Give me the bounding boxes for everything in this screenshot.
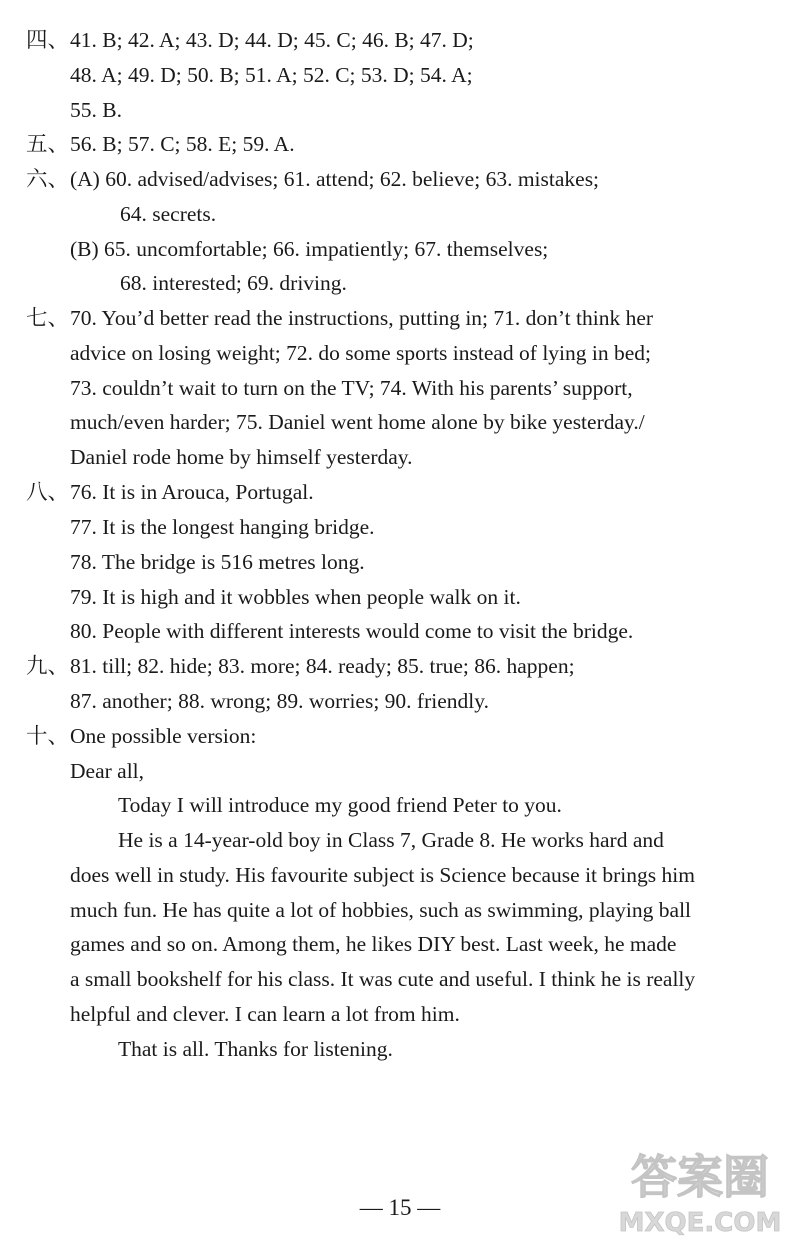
essay-greeting: Dear all, bbox=[70, 759, 145, 783]
answer-line: 79. It is high and it wobbles when people walk on it. bbox=[70, 585, 521, 609]
answer-line: 80. People with different interests would come to visit the bridge. bbox=[70, 619, 634, 643]
essay-line: does well in study. His favourite subject is Science because it brings him bbox=[70, 863, 695, 887]
essay-heading: One possible version: bbox=[70, 724, 257, 748]
answer-line: 87. another; 88. wrong; 89. worries; 90. friendly. bbox=[70, 689, 489, 713]
essay-line: a small bookshelf for his class. It was cute and useful. I think he is really bbox=[70, 967, 696, 991]
section-marker-5: 五、 bbox=[26, 132, 70, 156]
answer-line: 76. It is in Arouca, Portugal. bbox=[70, 480, 314, 504]
answer-line: 64. secrets. bbox=[120, 202, 217, 226]
section-marker-9: 九、 bbox=[26, 654, 70, 678]
answer-line: 48. A; 49. D; 50. B; 51. A; 52. C; 53. D; 54. A; bbox=[70, 63, 473, 87]
answer-line: advice on losing weight; 72. do some sports instead of lying in bed; bbox=[70, 341, 652, 365]
watermark-text-cn: 答案圈 bbox=[631, 1150, 769, 1204]
section-marker-8: 八、 bbox=[26, 480, 70, 504]
essay-line: helpful and clever. I can learn a lot from him. bbox=[70, 1002, 460, 1026]
answer-line: 81. till; 82. hide; 83. more; 84. ready; 85. true; 86. happen; bbox=[70, 654, 575, 678]
answer-line: (A) 60. advised/advises; 61. attend; 62. believe; 63. mistakes; bbox=[70, 167, 600, 191]
page-number: — 15 — bbox=[359, 1195, 441, 1220]
answer-line: 55. B. bbox=[70, 98, 122, 122]
answer-line: 73. couldn’t wait to turn on the TV; 74. With his parents’ support, bbox=[70, 376, 633, 400]
section-marker-7: 七、 bbox=[26, 306, 70, 330]
answer-line: much/even harder; 75. Daniel went home alone by bike yesterday./ bbox=[70, 410, 645, 434]
section-marker-10: 十、 bbox=[26, 724, 70, 748]
answer-line: 77. It is the longest hanging bridge. bbox=[70, 515, 375, 539]
answer-line: 56. B; 57. C; 58. E; 59. A. bbox=[70, 132, 295, 156]
essay-line: games and so on. Among them, he likes DIY best. Last week, he made bbox=[70, 932, 677, 956]
answer-line: Daniel rode home by himself yesterday. bbox=[70, 445, 413, 469]
answer-line: 68. interested; 69. driving. bbox=[120, 271, 347, 295]
watermark-text-en: MXQE.COM bbox=[618, 1208, 782, 1238]
essay-line: Today I will introduce my good friend Peter to you. bbox=[118, 793, 562, 817]
answer-line: 78. The bridge is 516 metres long. bbox=[70, 550, 365, 574]
answer-line: 41. B; 42. A; 43. D; 44. D; 45. C; 46. B; 47. D; bbox=[70, 28, 474, 52]
answer-line: 70. You’d better read the instructions, putting in; 71. don’t think her bbox=[70, 306, 654, 330]
essay-line: He is a 14-year-old boy in Class 7, Grade 8. He works hard and bbox=[118, 828, 664, 852]
watermark-logo bbox=[600, 1135, 790, 1240]
essay-closing: That is all. Thanks for listening. bbox=[118, 1037, 393, 1061]
section-marker-6: 六、 bbox=[26, 167, 70, 191]
section-marker-4: 四、 bbox=[26, 28, 70, 52]
essay-line: much fun. He has quite a lot of hobbies, such as swimming, playing ball bbox=[70, 898, 692, 922]
answer-line: (B) 65. uncomfortable; 66. impatiently; 67. themselves; bbox=[70, 237, 549, 261]
